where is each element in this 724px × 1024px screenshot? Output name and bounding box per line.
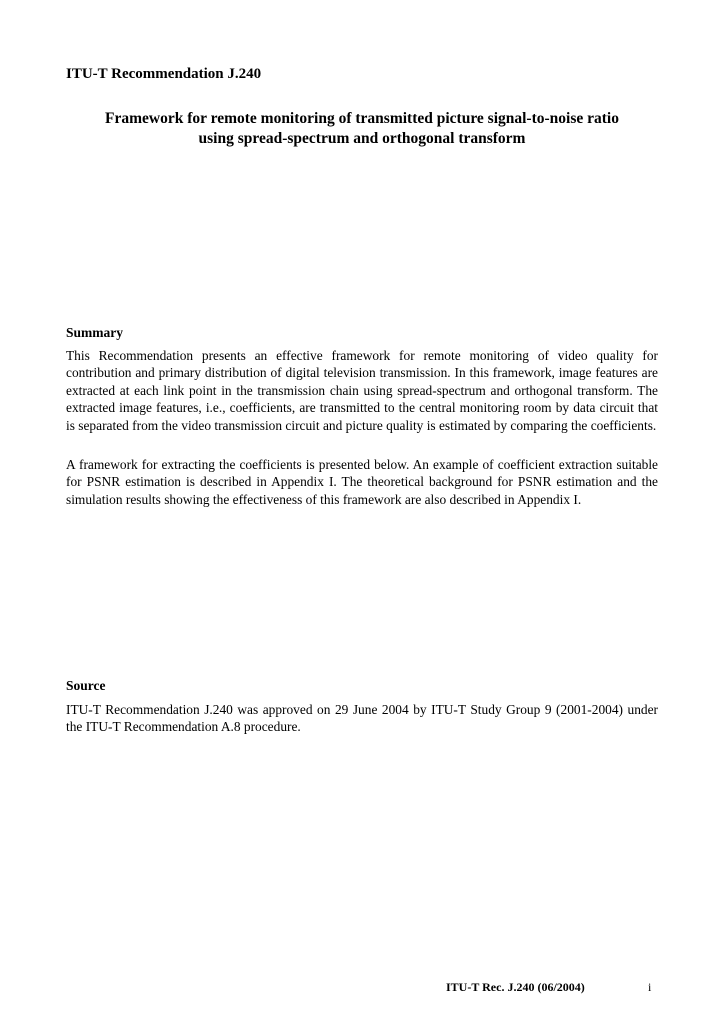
recommendation-label: ITU-T Recommendation J.240 [66, 66, 262, 82]
title-line: using spread-spectrum and orthogonal transform [198, 130, 526, 147]
footer-reference: ITU-T Rec. J.240 (06/2004) [446, 980, 585, 994]
summary-paragraph: This Recommendation presents an effective framework for remote monitoring of video quality for contribution and primary distribution of digital television transmission. In this framework, image features are extracted at each link point in the transmission chain using spread-spectrum and orthogonal transform. The extracted image features, i.e., coefficients, are transmitted to the central monitoring room by data circuit that is separated from the video transmission circuit and picture quality is estimated by comparing the coefficients. [66, 348, 658, 433]
page-number: i [648, 980, 652, 994]
title-line: Framework for remote monitoring of transmitted picture signal-to-noise ratio [105, 110, 619, 127]
document-title [66, 109, 658, 149]
source-paragraph: ITU-T Recommendation J.240 was approved on 29 June 2004 by ITU-T Study Group 9 (2001-2004) under the ITU-T Recommendation A.8 procedure. [66, 702, 658, 735]
summary-heading: Summary [66, 325, 123, 340]
summary-paragraph: A framework for extracting the coefficients is presented below. An example of coefficient extraction suitable for PSNR estimation is described in Appendix I. The theoretical background for PSNR estimation and the simulation results showing the effectiveness of this framework are also described in Appendix I. [66, 457, 658, 507]
source-heading: Source [66, 678, 106, 693]
